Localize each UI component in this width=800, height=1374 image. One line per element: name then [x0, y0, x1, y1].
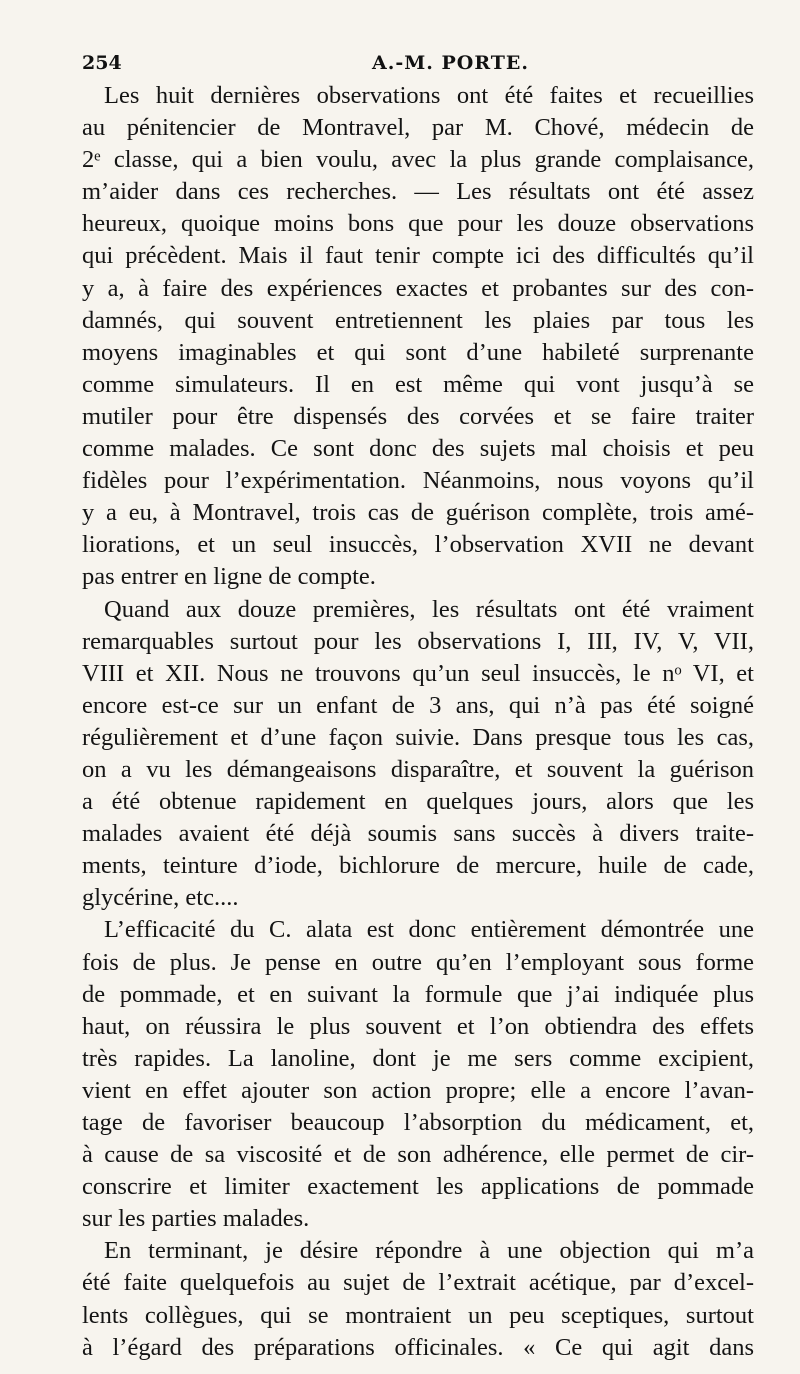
text-line: VIII et XII. Nous ne trouvons qu’un seul insuccès, le nᵒ VI, et: [82, 659, 754, 687]
text-line: L’efficacité du C. alata est donc entièrement démontrée une: [104, 916, 754, 944]
text-line: malades avaient été déjà soumis sans succès à divers traite-: [82, 820, 754, 848]
text-line: haut, on réussira le plus souvent et l’on obtiendra des effets: [82, 1012, 754, 1040]
text-line: liorations, et un seul insuccès, l’observation XVII ne devant: [82, 531, 754, 559]
text-line: comme simulateurs. Il en est même qui vont jusqu’à se: [82, 370, 754, 398]
text-line: y a eu, à Montravel, trois cas de guérison complète, trois amé-: [82, 499, 754, 527]
text-line: vient en effet ajouter son action propre; elle a encore l’avan-: [82, 1076, 754, 1104]
text-line: ments, teinture d’iode, bichlorure de mercure, huile de cade,: [82, 852, 754, 880]
text-line: conscrire et limiter exactement les applications de pommade: [82, 1173, 754, 1201]
text-line: fois de plus. Je pense en outre qu’en l’employant sous forme: [82, 948, 754, 976]
text-line: 2ᵉ classe, qui a bien voulu, avec la plus grande complaisance,: [82, 146, 754, 174]
text-line: mutiler pour être dispensés des corvées et se faire traiter: [82, 402, 754, 430]
text-line: a été obtenue rapidement en quelques jours, alors que les: [82, 788, 754, 816]
text-line: régulièrement et d’une façon suivie. Dans presque tous les cas,: [82, 723, 754, 751]
text-line: très rapides. La lanoline, dont je me sers comme excipient,: [82, 1044, 754, 1072]
text-line: tage de favoriser beaucoup l’absorption du médicament, et,: [82, 1109, 754, 1136]
text-line: encore est-ce sur un enfant de 3 ans, qui n’à pas été soigné: [82, 691, 754, 719]
text-line: heureux, quoique moins bons que pour les douze observations: [82, 210, 754, 238]
page-number: 254: [82, 52, 122, 74]
text-line: pas entrer en ligne de compte.: [82, 563, 376, 591]
text-line: remarquables surtout pour les observations I, III, IV, V, VII,: [82, 627, 754, 655]
text-line: m’aider dans ces recherches. — Les résultats ont été assez: [82, 178, 754, 206]
body-text: [82, 80, 754, 1364]
running-title: A.-M. PORTE.: [372, 52, 530, 74]
text-line: Quand aux douze premières, les résultats ont été vraiment: [104, 595, 754, 623]
text-line: glycérine, etc....: [82, 884, 239, 912]
text-line: Les huit dernières observations ont été faites et recueillies: [104, 82, 754, 109]
text-line: au pénitencier de Montravel, par M. Chové, médecin de: [82, 114, 754, 142]
text-line: y a, à faire des expériences exactes et probantes sur des con-: [82, 274, 754, 302]
text-line: été faite quelquefois au sujet de l’extrait acétique, par d’excel-: [82, 1269, 754, 1297]
text-line: de pommade, et en suivant la formule que j’ai indiquée plus: [82, 980, 754, 1008]
text-line: fidèles pour l’expérimentation. Néanmoins, nous voyons qu’il: [82, 467, 754, 495]
text-line: En terminant, je désire répondre à une objection qui m’a: [104, 1237, 754, 1265]
text-line: lents collègues, qui se montraient un peu sceptiques, surtout: [82, 1301, 754, 1329]
text-line: damnés, qui souvent entretiennent les plaies par tous les: [82, 306, 754, 334]
text-line: qui précèdent. Mais il faut tenir compte ici des difficultés qu’il: [82, 242, 754, 270]
text-line: sur les parties malades.: [82, 1205, 310, 1233]
text-line: on a vu les démangeaisons disparaître, et souvent la guérison: [82, 755, 754, 783]
running-head: [82, 52, 754, 82]
text-line: à l’égard des préparations officinales. « Ce qui agit dans: [82, 1333, 754, 1361]
text-line: à cause de sa viscosité et de son adhérence, elle permet de cir-: [82, 1141, 754, 1169]
text-line: moyens imaginables et qui sont d’une habileté surprenante: [82, 338, 754, 366]
text-line: comme malades. Ce sont donc des sujets mal choisis et peu: [82, 435, 754, 463]
